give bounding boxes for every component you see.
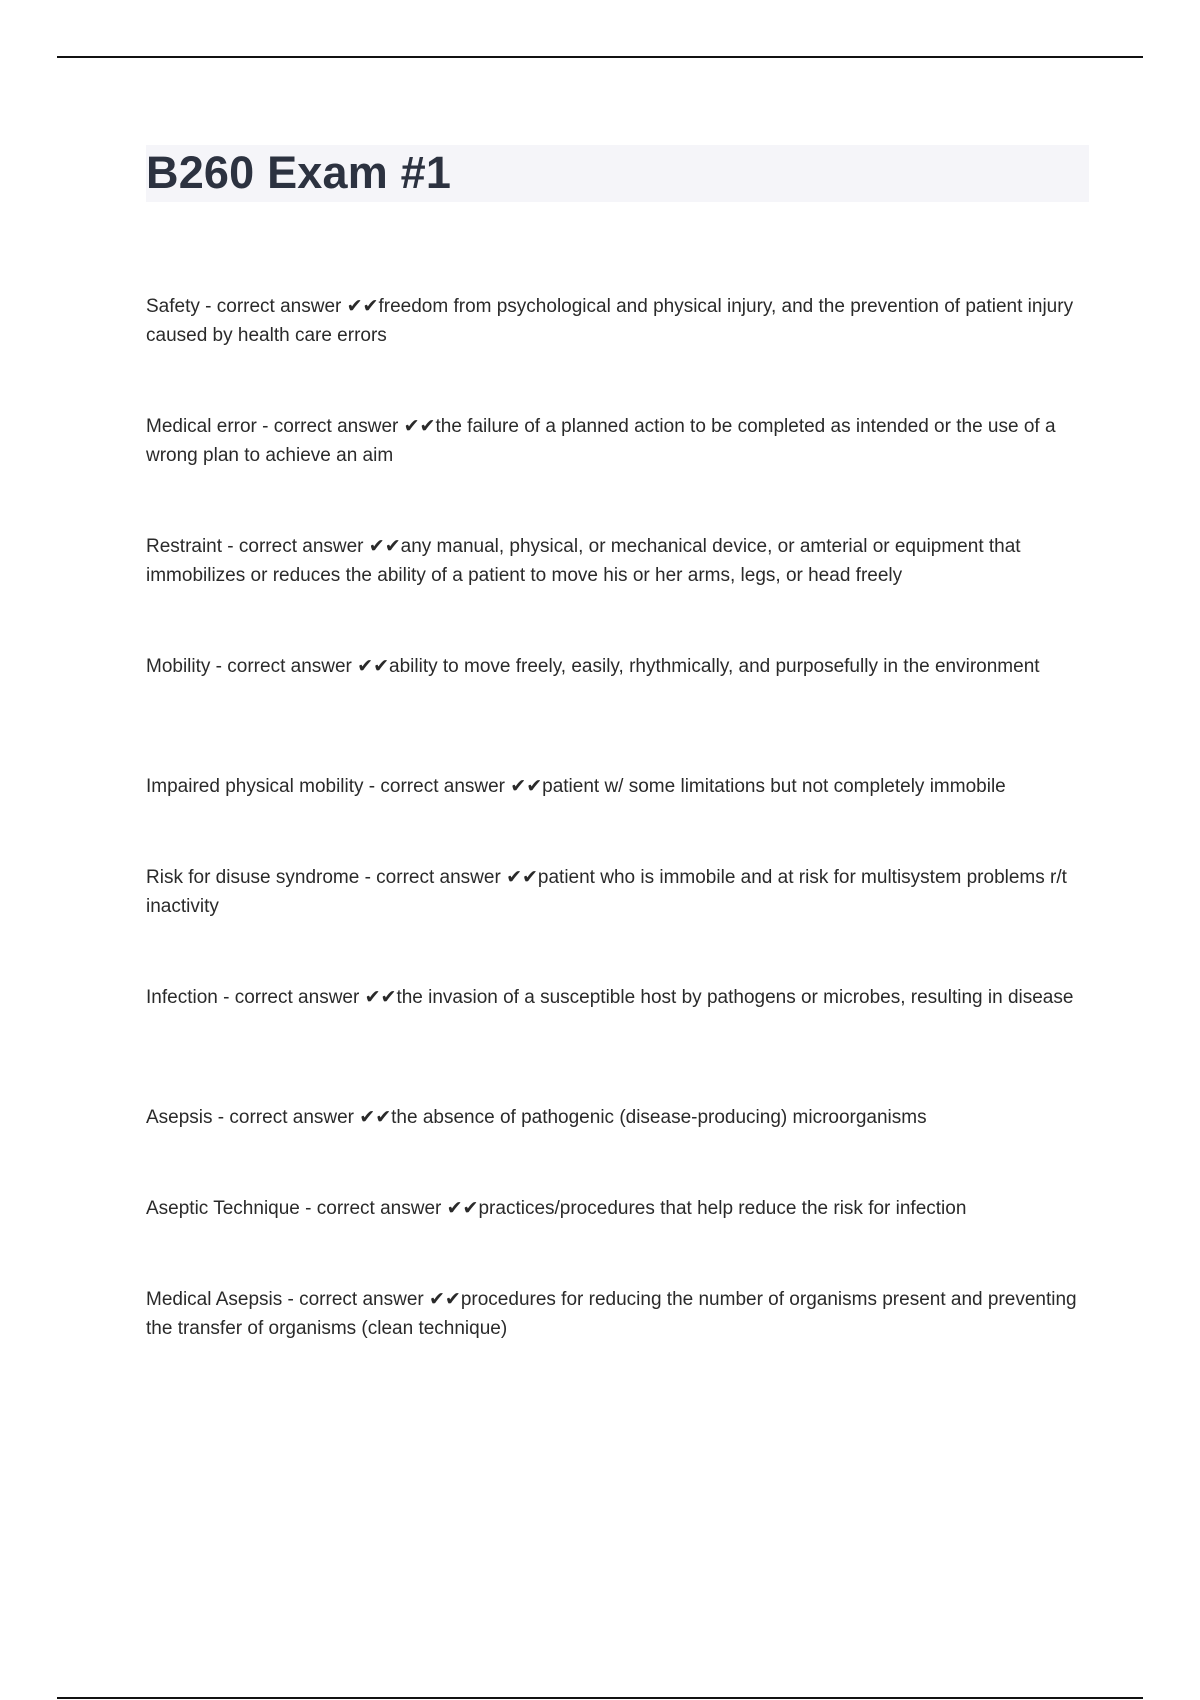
entry-separator: - correct answer: [359, 867, 507, 888]
flashcard-entry-impaired-physical-mobility: [146, 772, 1096, 801]
check-marks-icon: ✔✔: [429, 1289, 461, 1310]
entry-term: Aseptic Technique: [146, 1198, 300, 1219]
entry-term: Risk for disuse syndrome: [146, 867, 360, 888]
entry-separator: - correct answer: [222, 536, 369, 557]
flashcard-entry-mobility: [146, 652, 1096, 710]
entry-separator: - correct answer: [282, 1289, 429, 1310]
entry-separator: - correct answer: [256, 416, 404, 437]
check-marks-icon: ✔✔: [359, 1107, 392, 1128]
entry-definition: the absence of pathogenic (disease-producing) microorganisms: [391, 1107, 927, 1128]
entry-separator: - correct answer: [299, 1198, 447, 1219]
entry-definition: procedures for reducing the number of organisms present and preventing the transfer of organisms (clean technique): [146, 1289, 1077, 1339]
flashcard-entry-infection: [146, 983, 1096, 1041]
bottom-rule: [57, 1697, 1143, 1699]
entry-separator: - correct answer: [363, 776, 511, 797]
flashcard-entry-aseptic-technique: [146, 1194, 1096, 1223]
check-marks-icon: ✔✔: [510, 776, 543, 797]
entry-definition: the invasion of a susceptible host by pathogens or microbes, resulting in disease: [396, 987, 1074, 1008]
check-marks-icon: ✔✔: [364, 987, 397, 1008]
entry-term: Medical Asepsis: [146, 1289, 283, 1310]
entry-separator: - correct answer: [217, 987, 365, 1008]
check-marks-icon: ✔✔: [506, 867, 538, 888]
entry-definition: the failure of a planned action to be completed as intended or the use of a wrong plan to achieve an aim: [146, 416, 1056, 466]
check-marks-icon: ✔✔: [357, 656, 390, 677]
check-marks-icon: ✔✔: [368, 536, 401, 557]
entry-definition: practices/procedures that help reduce the risk for infection: [478, 1198, 967, 1219]
check-marks-icon: ✔✔: [446, 1198, 479, 1219]
entry-definition: patient w/ some limitations but not completely immobile: [542, 776, 1006, 797]
top-rule: [57, 56, 1143, 58]
entry-definition: any manual, physical, or mechanical device, or amterial or equipment that immobilizes or reduces the ability of a patient to move his or her arms, legs, or head freely: [146, 536, 1021, 586]
entry-definition: freedom from psychological and physical injury, and the prevention of patient injury caused by health care errors: [146, 296, 1074, 346]
check-marks-icon: ✔✔: [403, 416, 436, 437]
entry-separator: - correct answer: [210, 656, 358, 677]
flashcard-entry-asepsis: [146, 1103, 1096, 1132]
document-title: B260 Exam #1: [146, 147, 452, 198]
entry-term: Safety: [146, 296, 200, 317]
flashcard-entry-restraint: [146, 532, 1096, 590]
entry-term: Asepsis: [146, 1107, 213, 1128]
entry-separator: - correct answer: [199, 296, 347, 317]
entry-term: Restraint: [146, 536, 223, 557]
flashcard-entry-risk-for-disuse-syndrome: [146, 863, 1096, 921]
entry-term: Medical error: [146, 416, 257, 437]
flashcard-entry-safety: [146, 292, 1096, 350]
check-marks-icon: ✔✔: [346, 296, 379, 317]
entry-term: Infection: [146, 987, 218, 1008]
flashcard-list: [146, 292, 1096, 1405]
entry-term: Impaired physical mobility: [146, 776, 364, 797]
entry-definition: patient who is immobile and at risk for multisystem problems r/t inactivity: [146, 867, 1067, 917]
entry-separator: - correct answer: [212, 1107, 360, 1128]
flashcard-entry-medical-asepsis: [146, 1285, 1096, 1343]
entry-term: Mobility: [146, 656, 211, 677]
flashcard-entry-medical-error: [146, 412, 1096, 470]
entry-definition: ability to move freely, easily, rhythmically, and purposefully in the environment: [389, 656, 1040, 677]
